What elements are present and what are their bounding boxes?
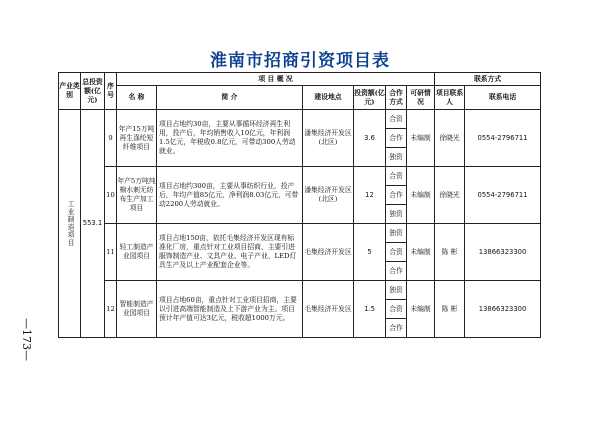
project-name: 智能制造产业园项目 [117, 281, 157, 338]
header-seq: 序号 [105, 73, 117, 110]
feasibility-status: 未编制 [407, 281, 435, 338]
header-name: 名 称 [117, 86, 157, 110]
project-intro: 项目占地150亩，依托毛集经济开发区现有标准化厂房，重点针对工业项目招商，主要引进服饰制造产业、文具产业、电子产业、LED灯具生产及以上产业配套企业等。 [157, 224, 303, 281]
header-location: 建设地点 [303, 86, 354, 110]
project-location: 潘集经济开发区(北区) [303, 110, 354, 167]
cooperation-option: 合资 [386, 300, 407, 319]
feasibility-status: 未编制 [407, 110, 435, 167]
cooperation-option: 合作 [386, 319, 407, 338]
contact-person: 陈 彬 [435, 224, 465, 281]
header-intro: 简 介 [157, 86, 303, 110]
header-investment: 投资额(亿元) [354, 86, 386, 110]
contact-phone: 0554-2796711 [465, 110, 541, 167]
header-feasibility: 可研情况 [407, 86, 435, 110]
cooperation-option: 独资 [386, 281, 407, 300]
industry-category: 工业制造项目 [66, 200, 74, 247]
cooperation-option: 合作 [386, 186, 407, 205]
header-total-investment: 总投资额(亿元) [81, 73, 105, 110]
cooperation-option: 独资 [386, 224, 407, 243]
header-phone: 联系电话 [465, 86, 541, 110]
seq-cell: 10 [105, 167, 117, 224]
project-name: 年产5万吨纯棉水刺无纺布生产加工项目 [117, 167, 157, 224]
project-location: 毛集经济开发区 [303, 224, 354, 281]
contact-person: 徐晓光 [435, 167, 465, 224]
cooperation-option: 合资 [386, 110, 407, 129]
contact-phone: 0554-2796711 [465, 167, 541, 224]
page-number: —173— [20, 318, 33, 361]
project-investment: 3.6 [354, 110, 386, 167]
project-name: 轻工制造产业园项目 [117, 224, 157, 281]
project-intro: 项目占地约30亩，主要从事循环经济再生利用，投产后，年均销售收入10亿元，年利润1.5亿元，年税收0.8亿元，可带动300人劳动就业。 [157, 110, 303, 167]
contact-phone: 13866323300 [465, 281, 541, 338]
feasibility-status: 未编制 [407, 224, 435, 281]
table-row [59, 167, 541, 186]
project-investment: 1.5 [354, 281, 386, 338]
contact-phone: 13866323300 [465, 224, 541, 281]
seq-cell: 11 [105, 224, 117, 281]
cooperation-option: 合资 [386, 243, 407, 262]
project-intro: 项目占地60亩，重点针对工业项目招商，主要以引进高端智能制造及上下游产业为主。项目预计年产值可达3亿元，税收超1000万元。 [157, 281, 303, 338]
cooperation-option: 合作 [386, 129, 407, 148]
project-intro: 项目占地约300亩，主要从事纺织行业，投产后，年均产值85亿元，净利润8.03亿元，可带动2200人劳动就业。 [157, 167, 303, 224]
total-investment-value: 553.1 [81, 110, 105, 338]
contact-person: 徐晓光 [435, 110, 465, 167]
project-location: 毛集经济开发区 [303, 281, 354, 338]
cooperation-option: 合资 [386, 167, 407, 186]
header-industry-category: 产业类别 [59, 73, 81, 110]
header-project-overview: 项 目 概 况 [117, 73, 435, 86]
investment-table [58, 72, 541, 338]
project-name: 年产15万吨再生涤纶短纤维项目 [117, 110, 157, 167]
seq-cell: 12 [105, 281, 117, 338]
table-row [59, 224, 541, 243]
cooperation-option: 合作 [386, 262, 407, 281]
header-contact-person: 项目联系人 [435, 86, 465, 110]
industry-category-cell [59, 110, 81, 338]
table-row [59, 281, 541, 300]
cooperation-option: 独资 [386, 205, 407, 224]
feasibility-status: 未编制 [407, 167, 435, 224]
project-location: 潘集经济开发区(北区) [303, 167, 354, 224]
table-row [59, 110, 541, 129]
header-cooperation: 合作方式 [386, 86, 407, 110]
contact-person: 陈 彬 [435, 281, 465, 338]
seq-cell: 9 [105, 110, 117, 167]
page-title: 淮南市招商引资项目表 [210, 51, 390, 71]
project-investment: 5 [354, 224, 386, 281]
cooperation-option: 独资 [386, 148, 407, 167]
header-contact: 联系方式 [435, 73, 541, 86]
project-investment: 12 [354, 167, 386, 224]
